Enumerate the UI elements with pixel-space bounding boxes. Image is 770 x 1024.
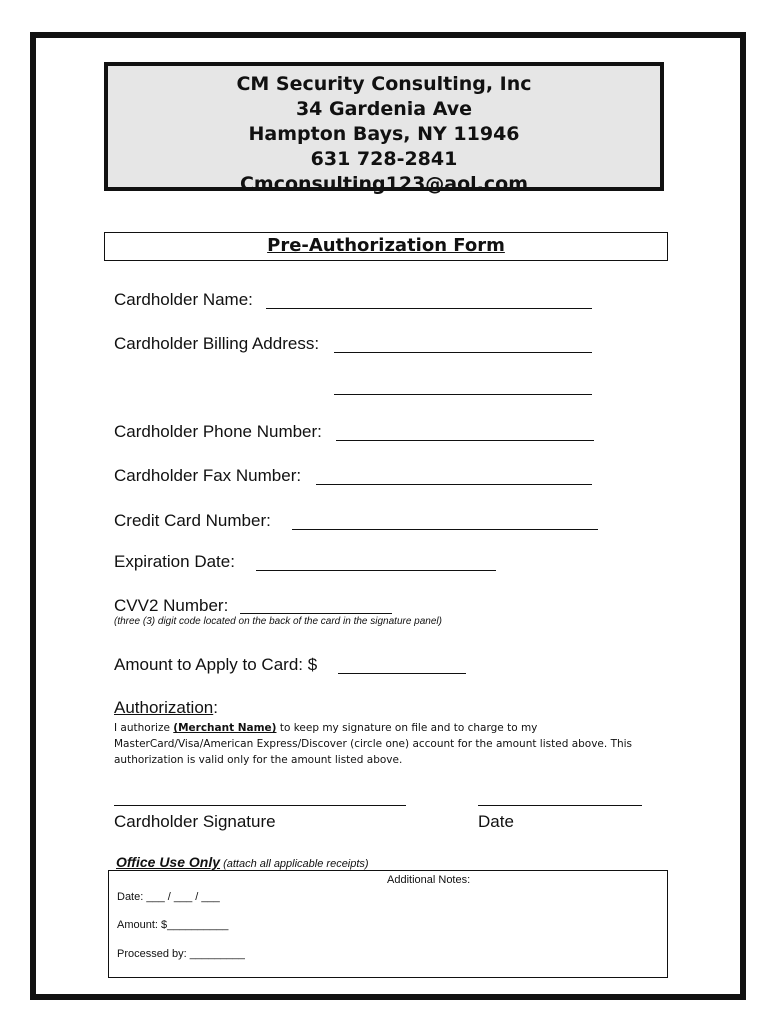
cvv2-note: (three (3) digit code located on the back of the card in the signature panel) [114,616,442,627]
signature-date-label: Date [478,812,514,831]
office-use-box [108,870,668,978]
company-phone: 631 728-2841 [310,148,458,170]
office-amount-line: Amount: $__________ [117,919,229,931]
company-name: CM Security Consulting, Inc [236,73,532,95]
cardholder-name-line[interactable] [266,308,592,309]
office-processed-line: Processed by: _________ [117,948,245,960]
expiration-date-line[interactable] [256,570,496,571]
cvv2-label: CVV2 Number: [114,596,229,615]
amount-label: Amount to Apply to Card: $ [114,655,318,674]
cardholder-signature-line[interactable] [114,805,406,806]
expiration-date-label: Expiration Date: [114,552,235,571]
authorization-heading-text: Authorization [114,698,214,717]
cardholder-signature-label: Cardholder Signature [114,812,276,831]
phone-number-line[interactable] [336,440,594,441]
card-number-label: Credit Card Number: [114,511,271,530]
additional-notes-label: Additional Notes: [387,874,471,886]
authorization-heading-colon: : [213,698,218,717]
cardholder-name-label: Cardholder Name: [114,290,253,309]
company-header [104,62,664,195]
company-city: Hampton Bays, NY 11946 [248,123,520,145]
form-title: Pre-Authorization Form [267,235,505,256]
form-title-box [104,232,668,261]
company-street: 34 Gardenia Ave [295,98,473,120]
card-number-line[interactable] [292,529,598,530]
billing-address-line-2[interactable] [334,394,592,395]
office-date-line: Date: ___ / ___ / ___ [117,891,220,903]
phone-number-label: Cardholder Phone Number: [114,422,322,441]
amount-line[interactable] [338,673,466,674]
authorization-text [114,720,674,768]
signature-date-line[interactable] [478,805,642,806]
merchant-name: (Merchant Name) [173,722,277,734]
fax-number-label: Cardholder Fax Number: [114,466,302,485]
office-use-title: Office Use Only [116,854,221,870]
billing-address-label: Cardholder Billing Address: [114,334,320,353]
fax-number-line[interactable] [316,484,592,485]
authorization-text-after: to keep my signature on file and to charge to my MasterCard/Visa/American Express/Discover (circle one) account for the amount listed above. This authorization is valid only for the amount listed above. [114,722,633,766]
cvv2-line[interactable] [240,613,392,614]
office-use-subtitle: (attach all applicable receipts) [220,858,369,870]
company-email: Cmconsulting123@aol.com [239,173,529,195]
billing-address-line-1[interactable] [334,352,592,353]
authorization-heading [114,698,218,718]
page-frame [30,32,746,1000]
authorization-text-before: I authorize [114,722,174,734]
office-use-heading [116,854,369,870]
